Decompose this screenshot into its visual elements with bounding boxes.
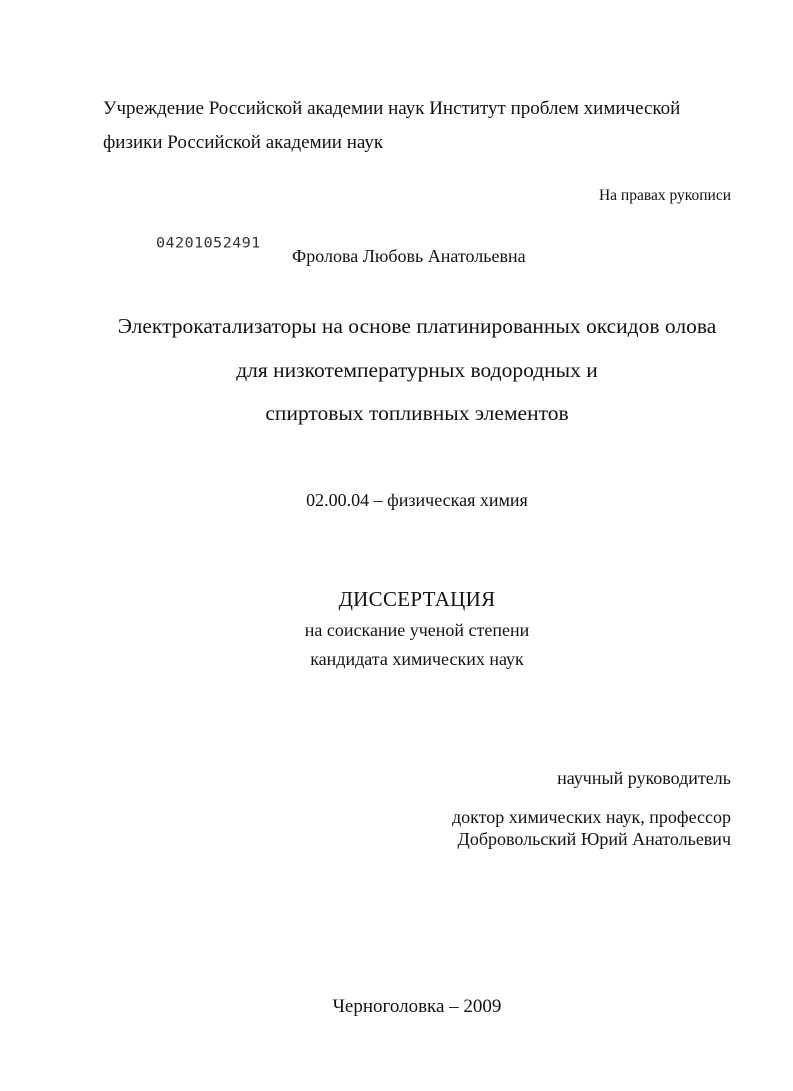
thesis-title-line-2: для низкотемпературных водородных и — [236, 358, 598, 382]
manuscript-rights-note: На правах рукописи — [598, 187, 731, 204]
supervisor-title: доктор химических наук, профессор — [452, 807, 731, 827]
document-type: ДИССЕРТАЦИЯ — [338, 587, 496, 611]
degree-line-2: кандидата химических наук — [310, 649, 524, 669]
degree-line-1: на соискание ученой степени — [304, 620, 530, 640]
institution-line-2: физики Российской академии наук — [103, 132, 384, 153]
registration-code-stamp: 04201052491 — [156, 234, 261, 252]
specialty-code: 02.00.04 – физическая химия — [306, 490, 528, 510]
supervisor-label: научный руководитель — [557, 768, 731, 788]
supervisor-name: Добровольский Юрий Анатольевич — [457, 829, 731, 849]
thesis-title-line-3: спиртовых топливных элементов — [265, 401, 569, 425]
author-name: Фролова Любовь Анатольевна — [292, 246, 526, 266]
thesis-title-line-1: Электрокатализаторы на основе платинированных оксидов олова — [117, 314, 717, 338]
institution-line-1: Учреждение Российской академии наук Институт проблем химической — [103, 98, 681, 119]
place-and-year: Черноголовка – 2009 — [332, 996, 502, 1017]
